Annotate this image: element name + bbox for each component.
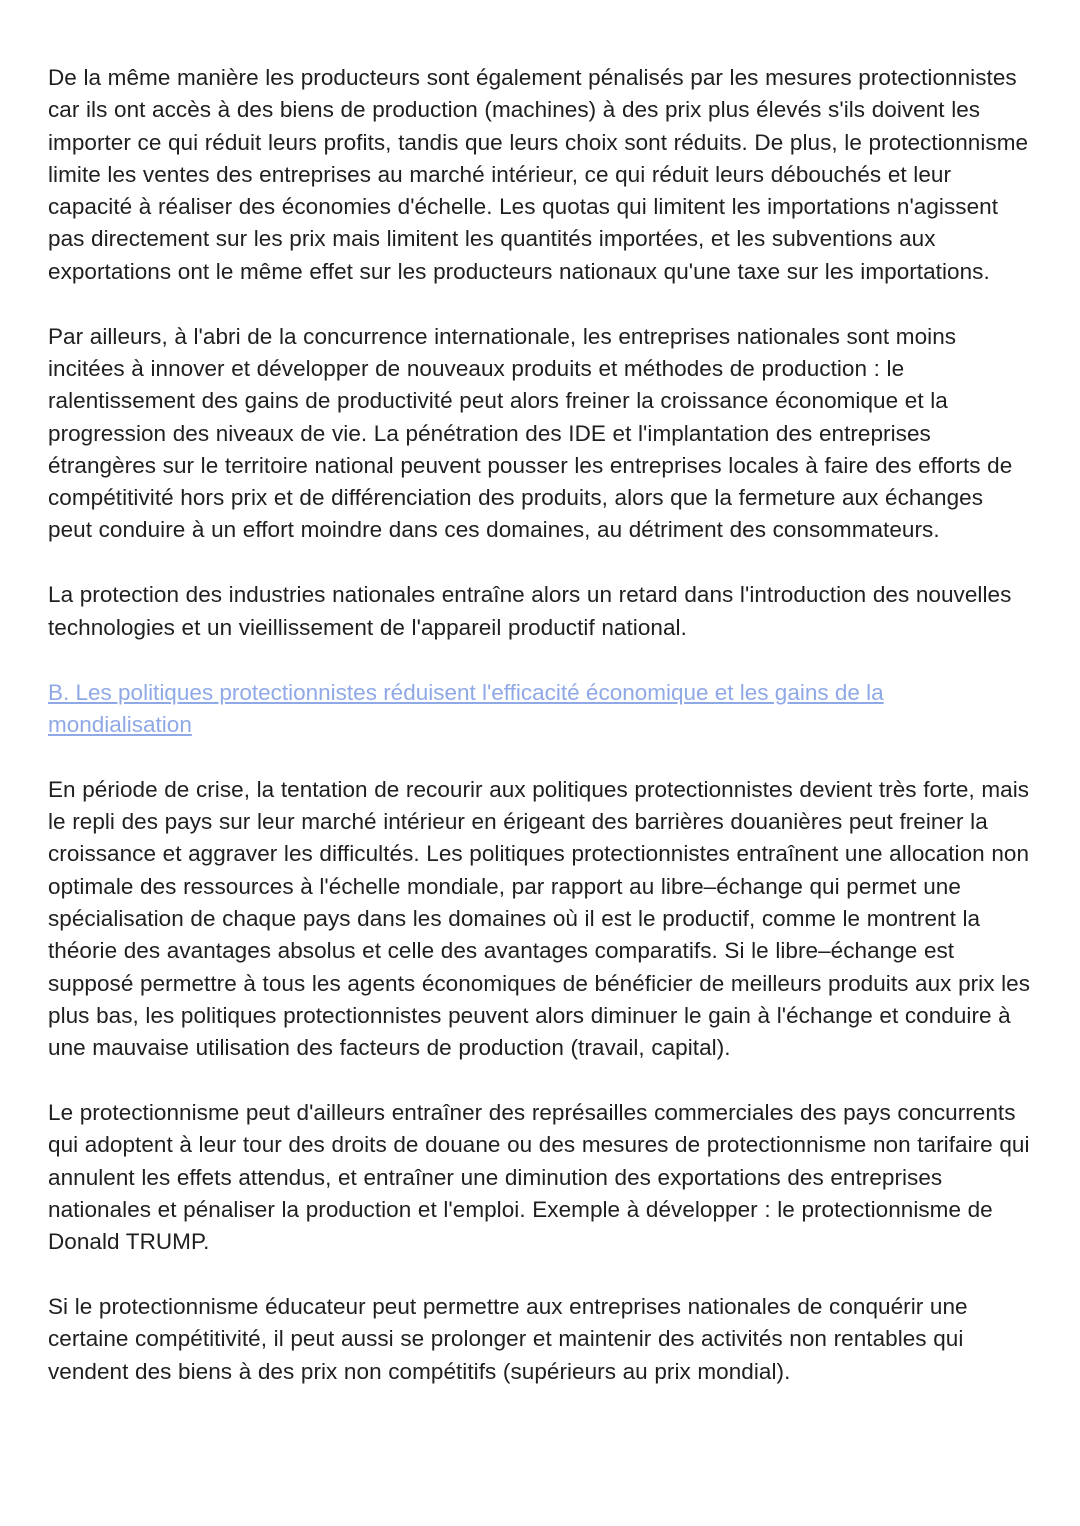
paragraph-producteurs-penalises: De la même manière les producteurs sont également pénalisés par les mesures protectionnistes car ils ont accès à des biens de production (machines) à des prix plus élevés s'ils doivent les importer ce qui réduit leurs profits, tandis que leurs choix sont réduits. De plus, le protectionnisme limite les ventes des entreprises au marché intérieur, ce qui réduit leurs débouchés et leur capacité à réaliser des économies d'échelle. Les quotas qui limitent les importations n'agissent pas directement sur les prix mais limitent les quantités importées, et les subventions aux exportations ont le même effet sur les producteurs nationaux qu'une taxe sur les importations. bbox=[48, 65, 1029, 284]
section-heading-link-b[interactable]: B. Les politiques protectionnistes réduisent l'efficacité économique et les gains de la mondialisation bbox=[48, 679, 884, 737]
paragraph-concurrence-internationale: Par ailleurs, à l'abri de la concurrence internationale, les entreprises nationales sont moins incitées à innover et développer de nouveaux produits et méthodes de production : le ralentissement des gains de productivité peut alors freiner la croissance économique et la progression des niveaux de vie. La pénétration des IDE et l'implantation des entreprises étrangères sur le territoire national peuvent pousser les entreprises locales à faire des efforts de compétitivité hors prix et de différenciation des produits, alors que la fermeture aux échanges peut conduire à un effort moindre dans ces domaines, au détriment des consommateurs. bbox=[48, 323, 1013, 543]
paragraph-protectionnisme-educateur: Si le protectionnisme éducateur peut permettre aux entreprises nationales de conquérir une certaine compétitivité, il peut aussi se prolonger et maintenir des activités non rentables qui vendent des biens à des prix non compétitifs (supérieurs au prix mondial). bbox=[48, 1294, 968, 1384]
paragraph-periode-de-crise: En période de crise, la tentation de recourir aux politiques protectionnistes devient très forte, mais le repli des pays sur leur marché intérieur en érigeant des barrières douanières peut freiner la croissance et aggraver les difficultés. Les politiques protectionnistes entraînent une allocation non optimale des ressources à l'échelle mondiale, par rapport au libre–échange qui permet une spécialisation de chaque pays dans les domaines où il est le productif, comme le montrent la théorie des avantages absolus et celle des avantages comparatifs. Si le libre–échange est supposé permettre à tous les agents économiques de bénéficier de meilleurs produits aux prix les plus bas, les politiques protectionnistes peuvent alors diminuer le gain à l'échange et conduire à une mauvaise utilisation des facteurs de production (travail, capital). bbox=[48, 776, 1031, 1061]
paragraph-represailles-commerciales: Le protectionnisme peut d'ailleurs entraîner des représailles commerciales des pays concurrents qui adoptent à leur tour des droits de douane ou des mesures de protectionnisme non tarifaire qui annulent les effets attendus, et entraîner une diminution des exportations des entreprises nationales et pénaliser la production et l'emploi. Exemple à développer : le protectionnisme de Donald TRUMP. bbox=[48, 1099, 1030, 1255]
paragraph-retard-technologique: La protection des industries nationales entraîne alors un retard dans l'introduction des nouvelles technologies et un vieillissement de l'appareil productif national. bbox=[48, 582, 1012, 640]
